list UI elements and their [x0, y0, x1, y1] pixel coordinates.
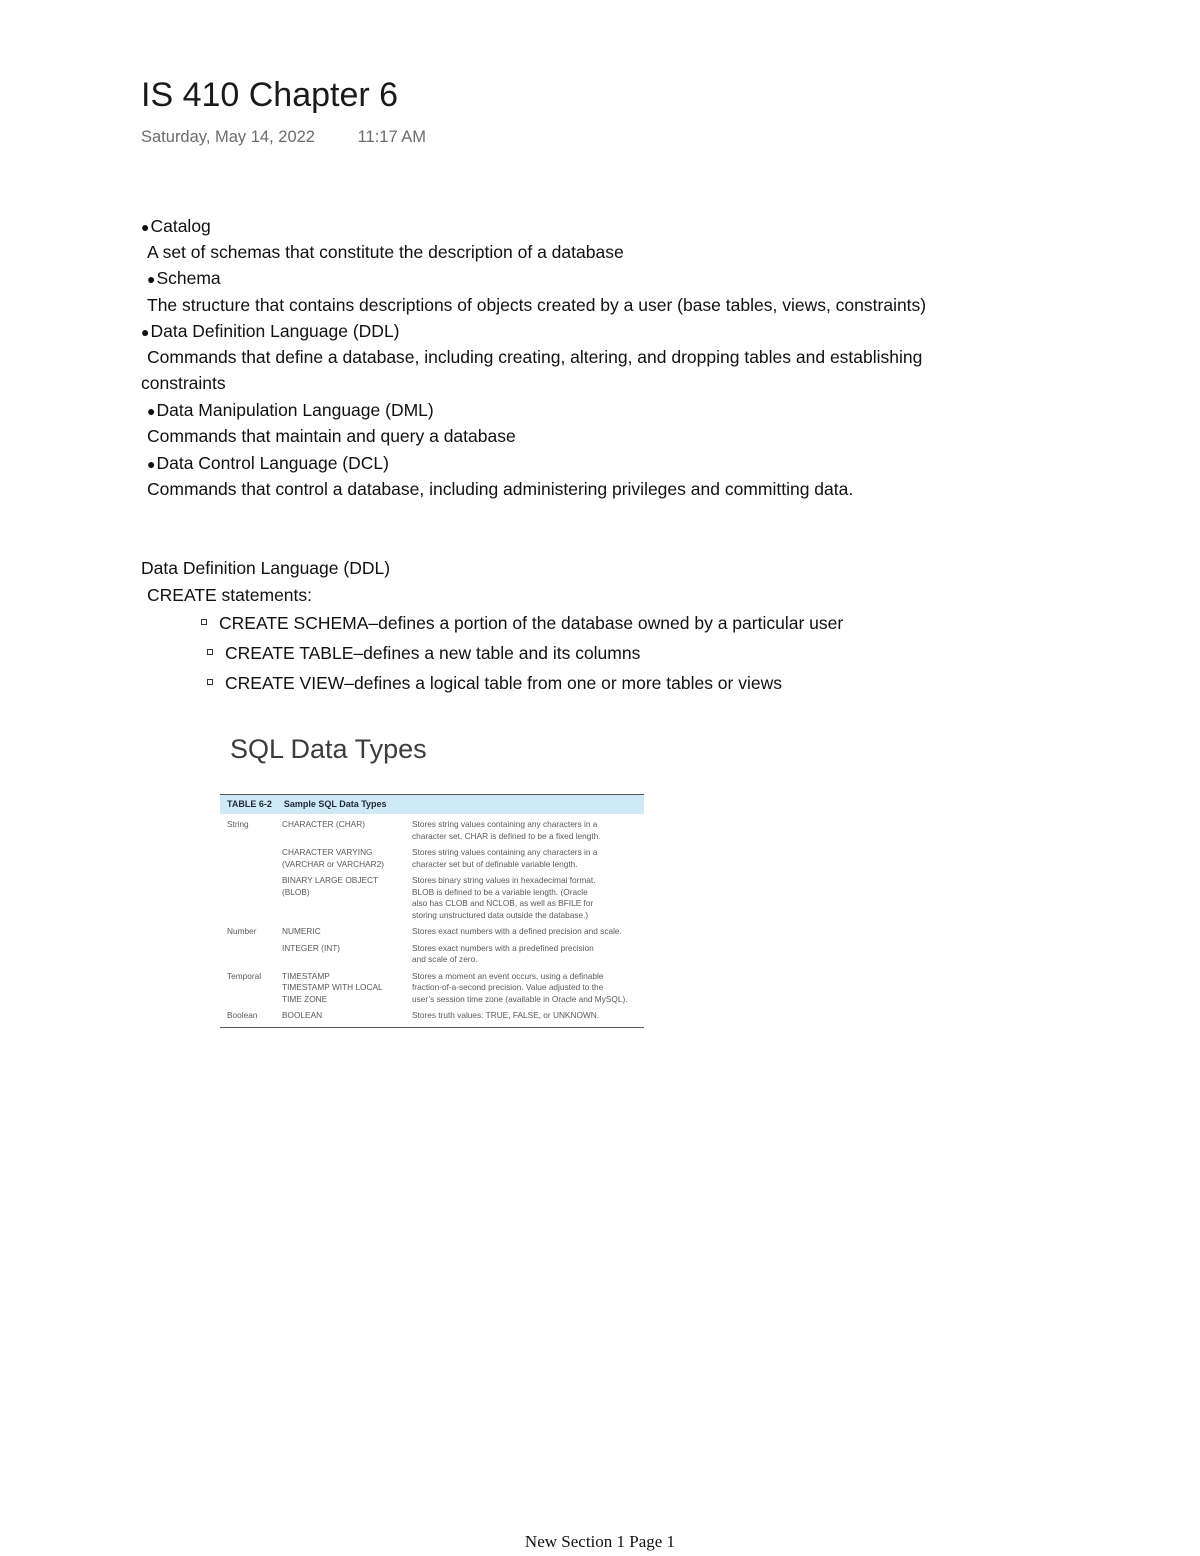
cell-description: Stores string values containing any characters in a character set. CHAR is defined to be a fixed length.	[412, 819, 601, 841]
ddl-item: CREATE TABLE–defines a new table and its columns	[207, 642, 640, 664]
note-line: ●Catalog	[141, 216, 211, 236]
page-footer: New Section 1 Page 1	[524, 1532, 676, 1551]
table-row	[220, 814, 644, 847]
cell-type: TIMESTAMP TIMESTAMP WITH LOCAL TIME ZONE	[282, 970, 383, 1004]
note-line: ●Data Control Language (DCL)	[147, 453, 389, 473]
square-bullet-icon	[207, 679, 213, 685]
table-row	[220, 847, 644, 875]
table-row	[220, 971, 644, 1011]
square-bullet-icon	[201, 619, 207, 625]
table-caption-number: TABLE 6-2	[227, 799, 272, 809]
note-line: Commands that control a database, including administering privileges and committing data.	[147, 479, 854, 499]
cell-type: INTEGER (INT)	[282, 942, 341, 953]
cell-type: CHARACTER (CHAR)	[282, 819, 365, 829]
note-line: ●Schema	[147, 268, 221, 288]
cell-category: Number	[227, 926, 257, 936]
table-row	[220, 943, 644, 971]
bullet-icon: ●	[147, 271, 156, 287]
cell-type: CHARACTER VARYING (VARCHAR or VARCHAR2)	[282, 847, 385, 869]
page-title: IS 410 Chapter 6	[141, 76, 399, 114]
bullet-icon: ●	[147, 403, 156, 419]
bullet-icon: ●	[141, 324, 150, 340]
cell-description: Stores string values containing any characters in a character set but of definable variable length.	[412, 847, 598, 869]
note-line: A set of schemas that constitute the description of a database	[147, 242, 624, 262]
note-line: Commands that define a database, including creating, altering, and dropping tables and establishing	[147, 347, 923, 367]
cell-category: Temporal	[227, 970, 262, 981]
table-caption	[220, 795, 644, 814]
table-caption-text: Sample SQL Data Types	[283, 799, 387, 809]
page-time: 11:17 AM	[357, 128, 427, 146]
page-date: Saturday, May 14, 2022	[141, 128, 315, 146]
note-line: The structure that contains descriptions of objects created by a user (base tables, views, constraints)	[147, 295, 927, 315]
cell-category: Boolean	[227, 1010, 258, 1020]
table-row	[220, 1010, 644, 1027]
note-line: ●Data Definition Language (DDL)	[141, 321, 400, 341]
ddl-item: CREATE VIEW–defines a logical table from one or more tables or views	[207, 672, 782, 694]
page-meta	[141, 128, 426, 147]
table-body	[220, 814, 644, 1027]
ddl-subheading: CREATE statements:	[147, 585, 313, 605]
ddl-item: CREATE SCHEMA–defines a portion of the database owned by a particular user	[201, 612, 843, 634]
note-line: Commands that maintain and query a database	[147, 426, 516, 446]
data-types-table	[220, 794, 644, 1028]
table-row	[220, 875, 644, 926]
cell-type: BINARY LARGE OBJECT (BLOB)	[282, 875, 379, 897]
cell-type: NUMERIC	[282, 926, 321, 936]
cell-description: Stores exact numbers with a defined precision and scale.	[412, 926, 622, 936]
bullet-icon: ●	[141, 219, 150, 235]
table-row	[220, 926, 644, 943]
cell-description: Stores binary string values in hexadecimal format. BLOB is defined to be a variable length. (Oracle also has CLOB and NCLOB, as well as BFILE for storing unstructured data outside the database.)	[412, 875, 596, 920]
note-line: constraints	[141, 373, 226, 393]
cell-category: String	[227, 819, 249, 829]
square-bullet-icon	[207, 649, 213, 655]
ddl-heading: Data Definition Language (DDL)	[141, 558, 391, 578]
cell-description: Stores exact numbers with a predefined precision and scale of zero.	[412, 942, 594, 964]
cell-description: Stores a moment an event occurs, using a definable fraction-of-a-second precision. Value adjusted to the user’s session time zone (available in Oracle and MySQL).	[412, 970, 628, 1004]
note-line: ●Data Manipulation Language (DML)	[147, 400, 434, 420]
cell-description: Stores truth values: TRUE, FALSE, or UNKNOWN.	[412, 1010, 600, 1020]
slide-title: SQL Data Types	[230, 734, 427, 764]
bullet-icon: ●	[147, 456, 156, 472]
cell-type: BOOLEAN	[282, 1010, 323, 1020]
